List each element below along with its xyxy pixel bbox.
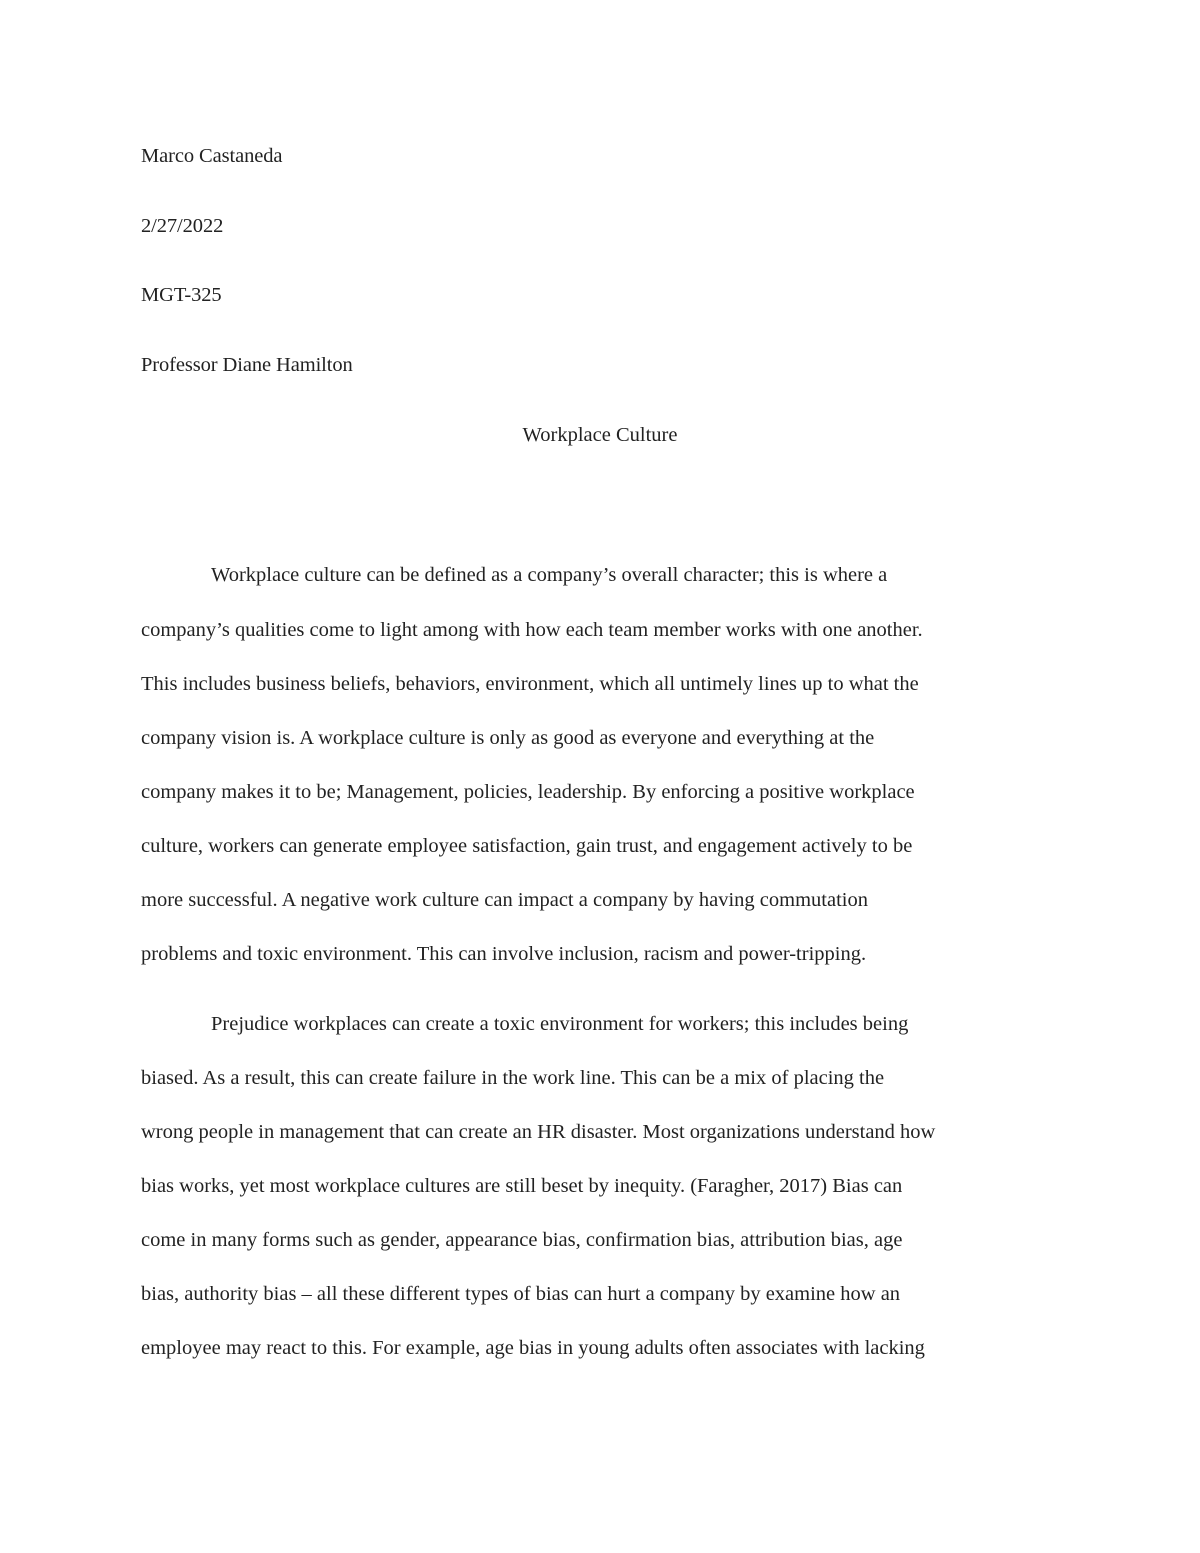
document-title: Workplace Culture xyxy=(522,424,678,446)
author-name: Marco Castaneda xyxy=(141,145,283,167)
paragraph-1-line-6: culture, workers can generate employee satisfaction, gain trust, and engagement actively to be xyxy=(141,835,913,857)
paragraph-1-line-4: company vision is. A workplace culture is only as good as everyone and everything at the xyxy=(141,727,875,749)
paragraph-2-line-7: employee may react to this. For example, age bias in young adults often associates with lacking xyxy=(141,1337,925,1359)
paragraph-2-line-3: wrong people in management that can create an HR disaster. Most organizations understand how xyxy=(141,1121,936,1143)
paragraph-1-line-7: more successful. A negative work culture can impact a company by having commutation xyxy=(141,889,868,911)
paragraph-2-line-6: bias, authority bias – all these different types of bias can hurt a company by examine how an xyxy=(141,1283,901,1305)
course-code: MGT-325 xyxy=(141,284,222,306)
paragraph-1-line-2: company’s qualities come to light among with how each team member works with one another. xyxy=(141,619,923,641)
paragraph-2-line-1: Prejudice workplaces can create a toxic environment for workers; this includes being xyxy=(211,1013,909,1035)
paragraph-1-line-3: This includes business beliefs, behaviors, environment, which all untimely lines up to what the xyxy=(141,673,919,695)
paragraph-1-line-5: company makes it to be; Management, policies, leadership. By enforcing a positive workplace xyxy=(141,781,915,803)
professor-name: Professor Diane Hamilton xyxy=(141,354,353,376)
paragraph-2-line-5: come in many forms such as gender, appearance bias, confirmation bias, attribution bias, age xyxy=(141,1229,903,1251)
paragraph-2-line-4: bias works, yet most workplace cultures are still beset by inequity. (Faragher, 2017) Bias can xyxy=(141,1175,903,1197)
paragraph-1-line-8: problems and toxic environment. This can involve inclusion, racism and power-tripping. xyxy=(141,943,867,965)
paragraph-1-line-1: Workplace culture can be defined as a company’s overall character; this is where a xyxy=(211,564,888,586)
paragraph-2-line-2: biased. As a result, this can create failure in the work line. This can be a mix of placing the xyxy=(141,1067,885,1089)
date: 2/27/2022 xyxy=(141,215,224,237)
